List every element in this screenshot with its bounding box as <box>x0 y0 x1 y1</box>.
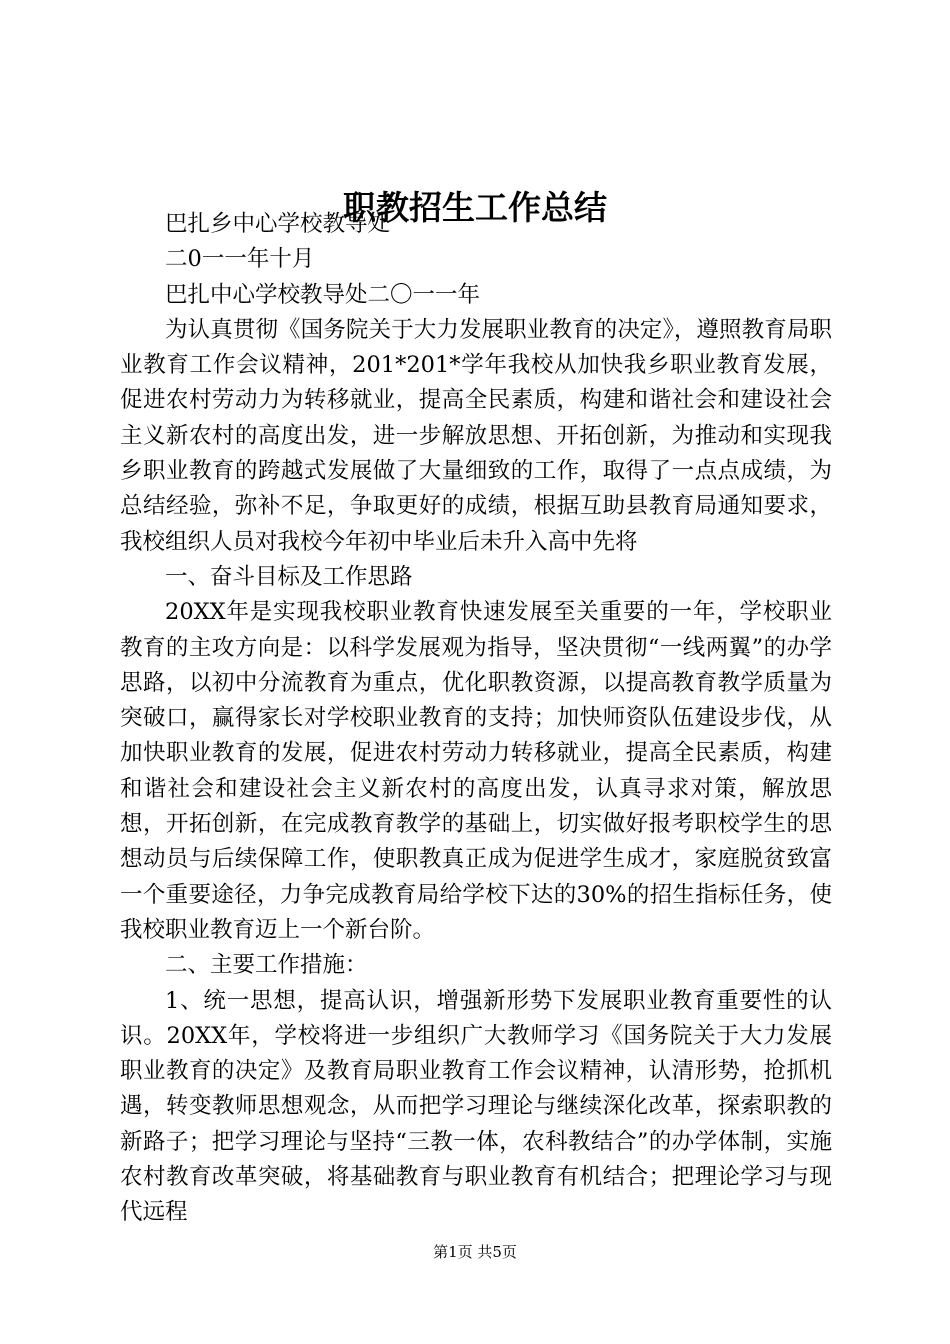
paragraph-issuer: 巴扎中心学校教导处二〇一一年 <box>165 281 481 308</box>
paragraph-school-name: 巴扎乡中心学校教导处 <box>165 211 391 237</box>
paragraph-measure-1: 1、统一思想，提高认识，增强新形势下发展职业教育重要性的认识。20XX年，学校将进一步组织广大教师学习《国务院关于大力发展职业教育的决定》及教育局职业教育工作会议精神，认清形势，抢抓机遇，转变教师思想观念，从而把学习理论与继续深化改革，探索职教的新路子；把学习理论与坚持“三教一体，农科教结合”的办学体制，实施农村教育改革突破，将基础教育与职业教育有机结合；把理论学习与现代远程 <box>120 987 832 1226</box>
document-body <box>120 207 832 1231</box>
paragraph-intro: 为认真贯彻《国务院关于大力发展职业教育的决定》，遵照教育局职业教育工作会议精神，201*201*学年我校从加快我乡职业教育发展，促进农村劳动力为转移就业，提高全民素质，构建和谐社会和建设社会主义新农村的高度出发，进一步解放思想、开拓创新，为推动和实现我乡职业教育的跨越式发展做了大量细致的工作，取得了一点点成绩，为总结经验，弥补不足，争取更好的成绩，根据互助县教育局通知要求，我校组织人员对我校今年初中毕业后未升入高中先将 <box>120 316 832 555</box>
paragraph-goals: 20XX年是实现我校职业教育快速发展至关重要的一年，学校职业教育的主攻方向是：以科学发展观为指导，坚决贯彻“一线两翼”的办学思路，以初中分流教育为重点，优化职教资源，以提高教育教学质量为突破口，赢得家长对学校职业教育的支持；加快师资队伍建设步伐，从加快职业教育的发展，促进农村劳动力转移就业，提高全民素质，构建和谐社会和建设社会主义新农村的高度出发，认真寻求对策，解放思想，开拓创新，在完成教育教学的基础上，切实做好报考职校学生的思想动员与后续保障工作，使职教真正成为促进学生成才，家庭脱贫致富一个重要途径，力争完成教育局给学校下达的30%的招生指标任务，使我校职业教育迈上一个新台阶。 <box>120 599 832 943</box>
section-heading-measures: 二、主要工作措施： <box>165 952 368 979</box>
page-number: 第1页 共5页 <box>433 1243 517 1261</box>
paragraph-date: 二0一一年十月 <box>165 246 315 273</box>
document-title: 职教招生工作总结 <box>343 188 607 227</box>
section-heading-goals: 一、奋斗目标及工作思路 <box>165 563 413 590</box>
